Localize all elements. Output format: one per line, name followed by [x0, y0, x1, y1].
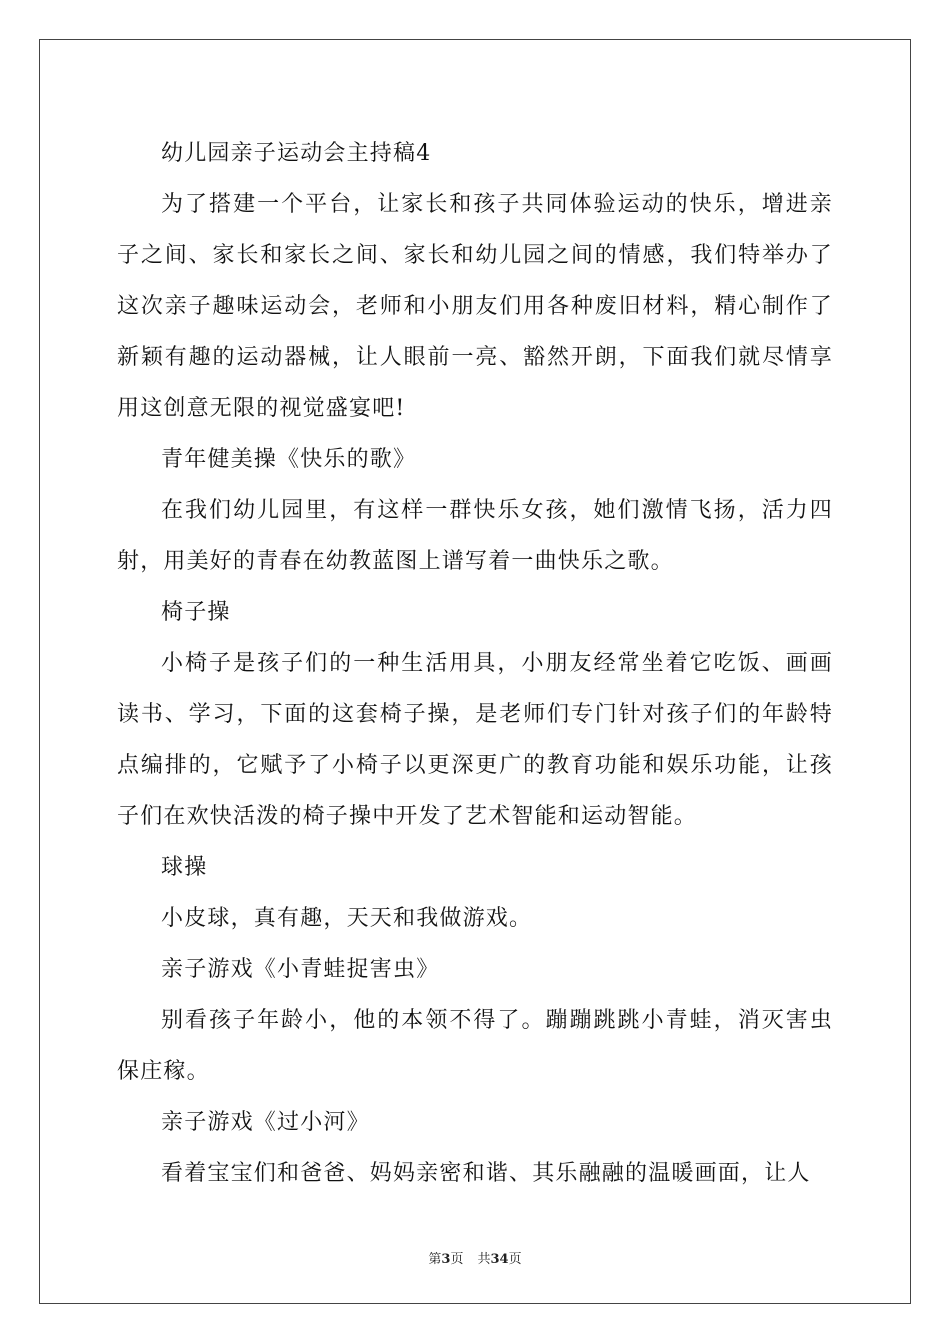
paragraph: 别看孩子年龄小，他的本领不得了。蹦蹦跳跳小青蛙，消灭害虫保庄稼。 — [117, 1008, 833, 1084]
paragraph: 在我们幼儿园里，有这样一群快乐女孩，她们激情飞扬，活力四射，用美好的青春在幼教蓝图上谱写着一曲快乐之歌。 — [117, 498, 833, 574]
document-body — [117, 128, 833, 1199]
paragraph: 小椅子是孩子们的一种生活用具，小朋友经常坐着它吃饭、画画读书、学习，下面的这套椅子操，是老师们专门针对孩子们的年龄特点编排的，它赋予了小椅子以更深更广的教育功能和娱乐功能，让孩子们在欢快活泼的椅子操中开发了艺术智能和运动智能。 — [117, 651, 833, 829]
footer-total-pages: 34 — [490, 1252, 509, 1267]
section-heading: 球操 — [161, 855, 208, 880]
document-title: 幼儿园亲子运动会主持稿4 — [161, 141, 432, 166]
paragraph: 为了搭建一个平台，让家长和孩子共同体验运动的快乐，增进亲子之间、家长和家长之间、家长和幼儿园之间的情感，我们特举办了这次亲子趣味运动会，老师和小朋友们用各种废旧材料，精心制作了新颖有趣的运动器械，让人眼前一亮、豁然开朗，下面我们就尽情享用这创意无限的视觉盛宴吧! — [117, 192, 833, 421]
footer-page-number: 3 — [441, 1252, 451, 1267]
section-heading: 青年健美操《快乐的歌》 — [161, 447, 417, 472]
section-heading: 亲子游戏《小青蛙捉害虫》 — [161, 957, 440, 982]
page-footer — [0, 1248, 950, 1267]
section-heading: 亲子游戏《过小河》 — [161, 1110, 370, 1135]
paragraph: 看着宝宝们和爸爸、妈妈亲密和谐、其乐融融的温暖画面，让人 — [161, 1161, 811, 1186]
footer-total-suffix: 页 — [508, 1252, 522, 1267]
section-heading: 椅子操 — [161, 600, 231, 625]
footer-total-prefix: 共 — [477, 1252, 491, 1267]
footer-page-suffix: 页 — [450, 1252, 464, 1267]
footer-page-prefix: 第 — [428, 1252, 442, 1267]
paragraph: 小皮球，真有趣，天天和我做游戏。 — [161, 906, 533, 931]
